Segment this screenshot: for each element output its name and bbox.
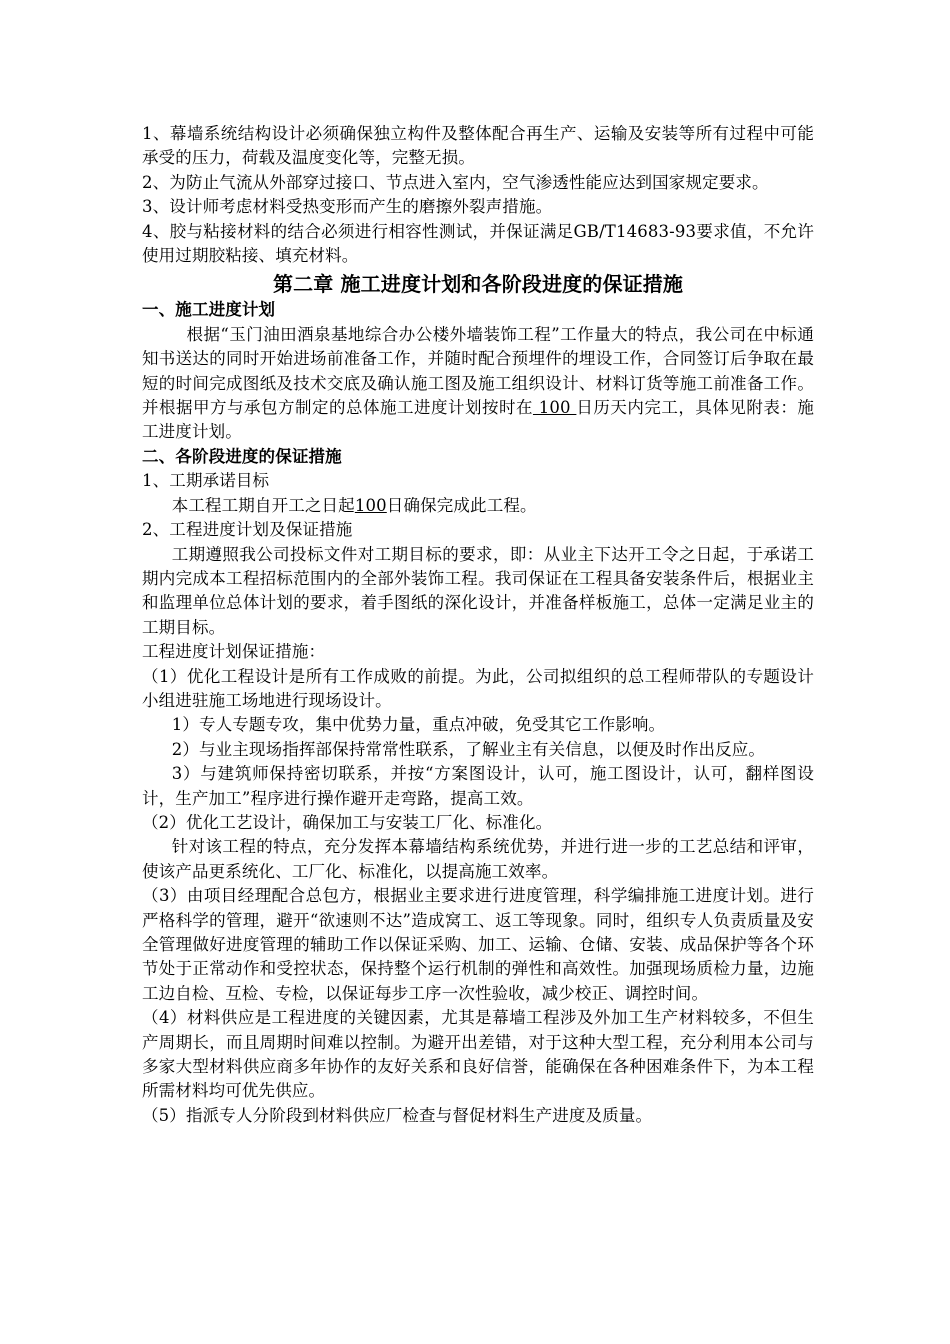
measure-3: （3）由项目经理配合总包方，根据业主要求进行进度管理，科学编排施工进度计划。进行严格科学的管理，避开“欲速则不达”造成窝工、返工等现象。同时，组织专人负责质量及安全管理做好进度管理的辅助工作以保证采购、加工、运输、仓储、安装、成品保护等各个环节处于正常动作和受控状态，保持整个运行机制的弹性和高效性。加强现场质检力量，边施工边自检、互检、专检，以保证每步工序一次性验收，减少校正、调控时间。 xyxy=(142,886,814,1003)
chapter-title: 第二章 施工进度计划和各阶段进度的保证措施 xyxy=(272,272,684,297)
measure-2-paragraph: 针对该工程的特点，充分发挥本幕墙结构系统优势，并进行进一步的工艺总结和评审，使该产品更系统化、工厂化、标准化，以提高施工效率。 xyxy=(142,837,814,881)
intro-item-3: 3、设计师考虑材料受热变形而产生的磨擦外裂声措施。 xyxy=(142,197,553,217)
section-heading-1: 一、施工进度计划 xyxy=(142,300,276,320)
section1-text-before: 根据“玉门油田酒泉基地综合办公楼外墙装饰工程”工作量大的特点，我公司在中标通知书送达的同时开始进场前准备工作，并随时配合预埋件的埋设工作，合同签订后争取在最短的时间完成图纸及技术交底及确认施工图及施工组织设计、材料订货等施工前准备工作。并根据甲方与承包方制定的总体施工进度计划按时在 xyxy=(142,324,814,418)
sub1-days: 100 xyxy=(354,495,387,515)
measure-1-item-1: 1）专人专题专攻，集中优势力量，重点冲破，免受其它工作影响。 xyxy=(171,715,666,735)
intro-item-4: 4、胶与粘接材料的结合必须进行相容性测试，并保证满足GB/T14683-93要求值，不允许使用过期胶粘接、填充材料。 xyxy=(142,221,814,266)
measures-title: 工程进度计划保证措施： xyxy=(142,642,326,662)
section1-days: 100 xyxy=(532,398,577,418)
measure-5: （5）指派专人分阶段到材料供应厂检查与督促材料生产进度及质量。 xyxy=(142,1105,653,1125)
section1-paragraph xyxy=(142,323,814,445)
measure-2: （2）优化工艺设计，确保加工与安装工厂化、标准化。 xyxy=(142,812,553,832)
sub1-text-after: 日确保完成此工程。 xyxy=(386,495,537,515)
measure-1: （1）优化工程设计是所有工作成败的前提。为此，公司拟组织的总工程师带队的专题设计小组进驻施工场地进行现场设计。 xyxy=(142,666,814,710)
section1-text-after: 日历天内完工，具体见附表：施工进度计划。 xyxy=(142,398,815,442)
measure-1-item-3: 3）与建筑师保持密切联系，并按“方案图设计，认可，施工图设计，认可，翻样图设计，生产加工”程序进行操作避开走弯路，提高工效。 xyxy=(142,764,814,808)
intro-item-1: 1、幕墙系统结构设计必须确保独立构件及整体配合再生产、运输及安装等所有过程中可能承受的压力，荷载及温度变化等，完整无损。 xyxy=(142,124,814,168)
document-body xyxy=(142,122,814,1128)
measure-1-item-2: 2）与业主现场指挥部保持常常性联系，了解业主有关信息，以便及时作出反应。 xyxy=(171,739,766,759)
subsection-2-paragraph: 工期遵照我公司投标文件对工期目标的要求，即：从业主下达开工令之日起，于承诺工期内完成本工程招标范围内的全部外装饰工程。我司保证在工程具备安装条件后，根据业主和监理单位总体计划的要求，着手图纸的深化设计，并准备样板施工，总体一定满足业主的工期目标。 xyxy=(142,544,814,637)
subsection-2-title: 2、工程进度计划及保证措施 xyxy=(142,520,353,540)
sub1-text-before: 本工程工期自开工之日起 xyxy=(171,495,355,515)
intro-item-2: 2、为防止气流从外部穿过接口、节点进入室内，空气渗透性能应达到国家规定要求。 xyxy=(142,172,769,192)
measure-4: （4）材料供应是工程进度的关键因素，尤其是幕墙工程涉及外加工生产材料较多，不但生产周期长，而且周期时间难以控制。为避开出差错，对于这种大型工程，充分利用本公司与多家大型材料供应商多年协作的友好关系和良好信誉，能确保在各种困难条件下，为本工程所需材料均可优先供应。 xyxy=(142,1008,814,1101)
subsection-1-title: 1、工期承诺目标 xyxy=(142,471,270,491)
subsection-1-paragraph xyxy=(142,494,814,518)
section-heading-2: 二、各阶段进度的保证措施 xyxy=(142,446,342,466)
